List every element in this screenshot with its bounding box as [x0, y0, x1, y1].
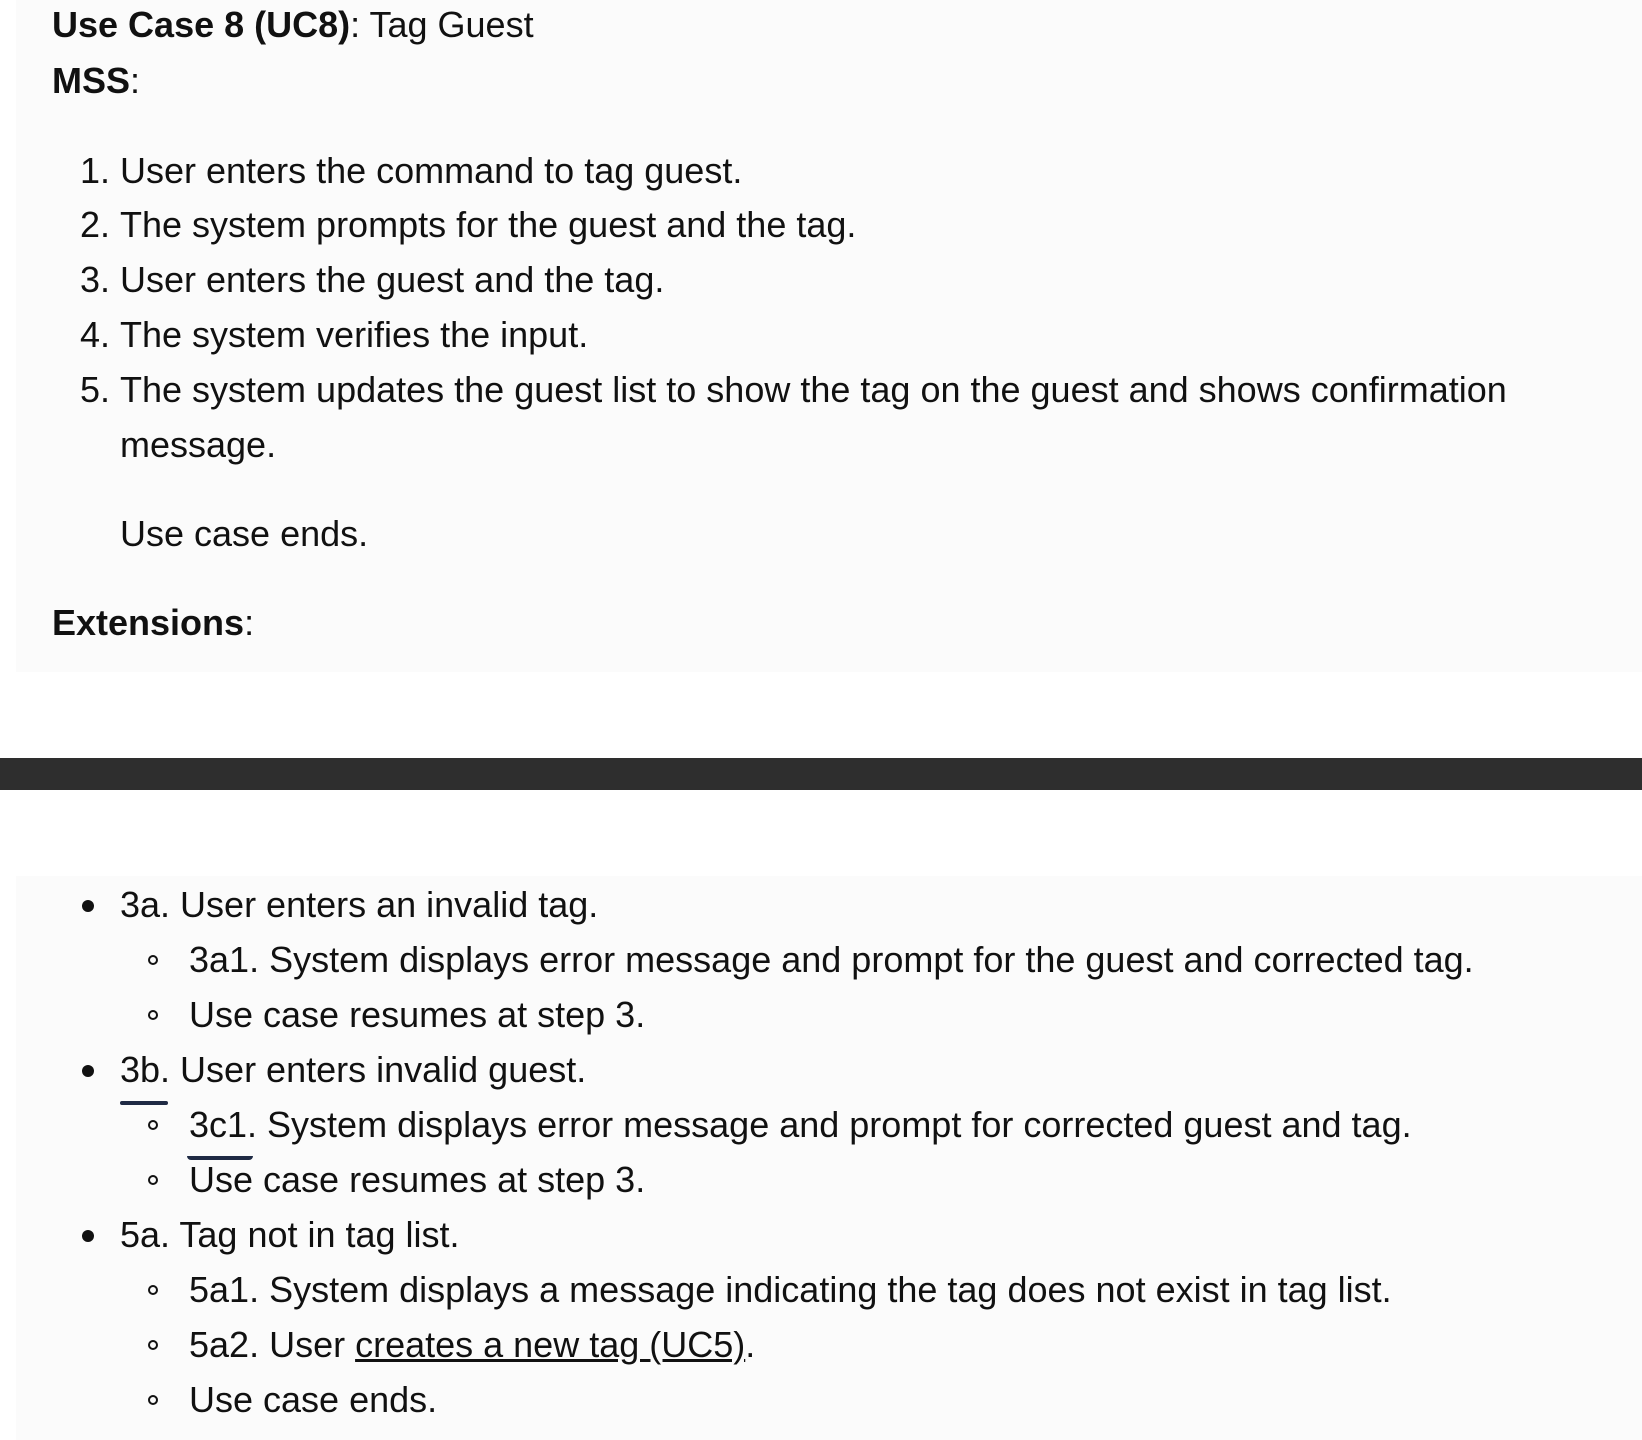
pen-underline-mark — [120, 1101, 168, 1105]
use-case-id: Use Case 8 (UC8) — [52, 4, 351, 45]
extension-text: 3b. User enters invalid guest. — [120, 1049, 587, 1090]
extension-text: 3a. User enters an invalid tag. — [120, 884, 599, 925]
divider-bar — [0, 758, 1642, 790]
extension-subitem-text: 5a1. System displays a message indicating the tag does not exist in tag list. — [189, 1269, 1392, 1310]
subitem-prefix: 5a2. User — [189, 1324, 356, 1365]
subitem-suffix: . — [745, 1324, 756, 1365]
extensions-label: Extensions — [52, 602, 245, 643]
step-text-continuation: message. — [120, 424, 277, 465]
extension-text: 5a. Tag not in tag list. — [120, 1214, 460, 1255]
step-number: 2. — [79, 204, 110, 245]
bullet-circle — [148, 1175, 158, 1185]
step-text: The system prompts for the guest and the tag. — [120, 204, 857, 245]
step-text: The system updates the guest list to show the tag on the guest and shows confirmation — [120, 369, 1507, 410]
step-text: User enters the guest and the tag. — [120, 259, 665, 300]
extension-subitem-text: Use case resumes at step 3. — [189, 1159, 646, 1200]
title-colon: : — [350, 4, 361, 45]
extension-subitem-text: 3a1. System displays error message and prompt for the guest and corrected tag. — [189, 939, 1474, 980]
mss-end-text: Use case ends. — [120, 513, 369, 554]
bullet-disc — [82, 1230, 94, 1242]
bullet-circle — [148, 1120, 158, 1130]
create-tag-link[interactable]: creates a new tag (UC5) — [355, 1324, 746, 1365]
bullet-disc — [82, 900, 94, 912]
step-number: 3. — [79, 259, 110, 300]
step-number: 4. — [79, 314, 110, 355]
extension-subitem-text: Use case resumes at step 3. — [189, 994, 646, 1035]
bullet-circle — [148, 955, 158, 965]
mss-heading — [52, 60, 140, 102]
bullet-circle — [148, 1285, 158, 1295]
bullet-circle — [148, 1395, 158, 1405]
bullet-circle — [148, 1340, 158, 1350]
extensions-heading — [52, 602, 254, 644]
extensions-colon: : — [244, 602, 255, 643]
use-case-name: Tag Guest — [360, 4, 534, 45]
mss-label: MSS — [52, 60, 131, 101]
extension-subitem-text — [189, 1324, 755, 1366]
step-number: 1. — [79, 150, 110, 191]
step-text: User enters the command to tag guest. — [120, 150, 743, 191]
bullet-circle — [148, 1010, 158, 1020]
step-number: 5. — [79, 369, 110, 410]
use-case-title — [52, 4, 534, 46]
mss-colon: : — [130, 60, 141, 101]
extension-subitem-text: Use case ends. — [189, 1379, 438, 1420]
extension-subitem-text: 3c1. System displays error message and prompt for corrected guest and tag. — [189, 1104, 1412, 1145]
bullet-disc — [82, 1065, 94, 1077]
step-text: The system verifies the input. — [120, 314, 589, 355]
